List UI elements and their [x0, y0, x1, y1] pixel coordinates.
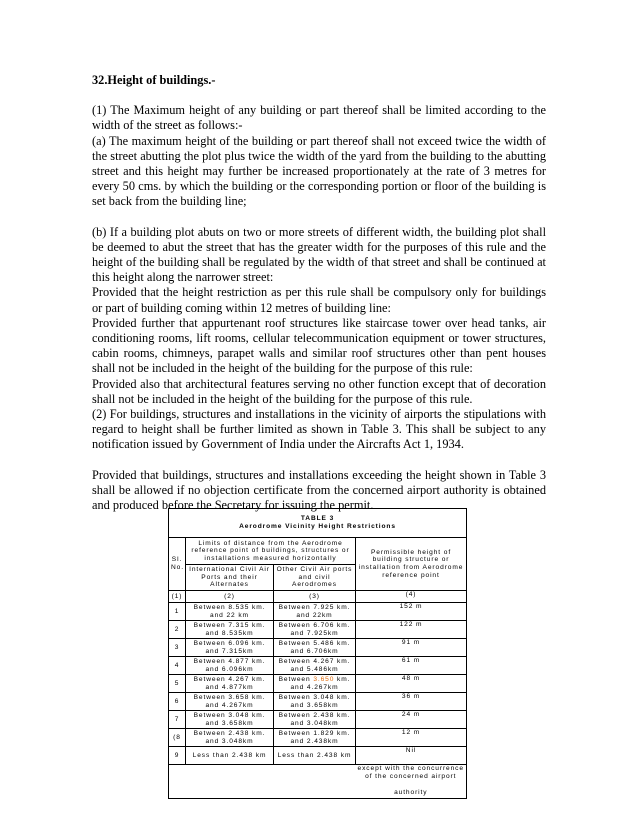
- highlighted-value: 3.650: [313, 675, 335, 683]
- cell-intl: Between 7.315 km. and 8.535km: [186, 621, 274, 639]
- cell-intl: Between 2.438 km. and 3.048km: [186, 729, 274, 747]
- cell-intl: Between 3.048 km. and 3.658km: [186, 711, 274, 729]
- cell-other: Between 7.925 km. and 22km: [274, 603, 356, 621]
- col-number-4: (4): [356, 591, 467, 603]
- table-row: [169, 711, 467, 729]
- cell-intl: Between 8.535 km. and 22 km: [186, 603, 274, 621]
- table-footnote: except with the concurrence of the concerned airport authority: [356, 765, 467, 799]
- section-heading: 32.Height of buildings.-: [92, 73, 216, 87]
- cell-sl: 7: [169, 711, 186, 729]
- proviso-2: Provided further that appurtenant roof structures like staircase tower over head tanks, air conditioning rooms, lift rooms, cellular telecommunication equipment or tower structures, cabin rooms, chimneys, parapet walls and similar roof structures other than pent houses shall not be included in the height of the building for the purpose of this rule:: [92, 315, 546, 376]
- cell-sl: (8: [169, 729, 186, 747]
- cell-sl: 1: [169, 603, 186, 621]
- cell-sl: 4: [169, 657, 186, 675]
- table-row: [169, 657, 467, 675]
- cell-height: Nil: [356, 747, 467, 765]
- table-row: [169, 639, 467, 657]
- cell-other: Between 6.706 km. and 7.925km: [274, 621, 356, 639]
- cell-other: Less than 2.438 km: [274, 747, 356, 765]
- table-row: [169, 693, 467, 711]
- cell-other: Between 1.829 km. and 2.438km: [274, 729, 356, 747]
- cell-height: 12 m: [356, 729, 467, 747]
- cell-other: Between 3.650 km. and 4.267km: [274, 675, 356, 693]
- cell-height: 122 m: [356, 621, 467, 639]
- table-row: [169, 675, 467, 693]
- table-3: [168, 508, 466, 799]
- cell-height: 36 m: [356, 693, 467, 711]
- col-number-1: (1): [169, 591, 186, 603]
- cell-sl: 9: [169, 747, 186, 765]
- cell-intl: Less than 2.438 km: [186, 747, 274, 765]
- cell-sl: 2: [169, 621, 186, 639]
- proviso-4: Provided that buildings, structures and installations exceeding the height shown in Table 3 shall be allowed if no objection certificate from the concerned airport authority is obtained and produced before the Secretary for issuing the permit.: [92, 467, 546, 513]
- paragraph-1: (1) The Maximum height of any building or part thereof shall be limited according to the width of the street as follows:-: [92, 103, 546, 133]
- cell-other: Between 2.438 km. and 3.048km: [274, 711, 356, 729]
- paragraph-1a: (a) The maximum height of the building or part thereof shall not exceed twice the width of the street abutting the plot plus twice the width of the yard from the building to the abutting street and this height may further be increased proportionately at the rate of 3 metres for every 50 cms. by which the building or the corresponding portion or floor of the building is set back from the building line;: [92, 133, 546, 209]
- paragraph-1b: (b) If a building plot abuts on two or more streets of different width, the building plot shall be deemed to abut the street that has the greater width for the purposes of this rule and the height of the building shall be regulated by the width of that street and shall be continued at this height along the narrower street:: [92, 224, 546, 285]
- header-sl-no: Sl. No.: [169, 538, 186, 591]
- cell-other: Between 4.267 km. and 5.486km: [274, 657, 356, 675]
- cell-height: 24 m: [356, 711, 467, 729]
- cell-intl: Between 4.267 km. and 4.877km: [186, 675, 274, 693]
- proviso-3: Provided also that architectural features serving no other function except that of decoration shall not be included in the height of the building for the purpose of this rule.: [92, 376, 546, 406]
- col-number-2: (2): [186, 591, 274, 603]
- cell-intl: Between 3.658 km. and 4.267km: [186, 693, 274, 711]
- document-body: [92, 73, 546, 513]
- table-row: [169, 603, 467, 621]
- header-other: Other Civil Air ports and civil Aerodromes: [274, 565, 356, 591]
- cell-intl: Between 6.096 km. and 7.315km: [186, 639, 274, 657]
- cell-height: 91 m: [356, 639, 467, 657]
- header-limits: Limits of distance from the Aerodrome reference point of buildings, structures or installations measured horizontally: [186, 538, 356, 565]
- cell-sl: 3: [169, 639, 186, 657]
- cell-height: 61 m: [356, 657, 467, 675]
- table-caption: [169, 509, 467, 538]
- cell-height: 48 m: [356, 675, 467, 693]
- header-international: International Civil Air Ports and their Alternates: [186, 565, 274, 591]
- cell-height: 152 m: [356, 603, 467, 621]
- cell-other: Between 5.486 km. and 6.706km: [274, 639, 356, 657]
- table-row: [169, 729, 467, 747]
- cell-sl: 6: [169, 693, 186, 711]
- table-row: [169, 621, 467, 639]
- table-title: TABLE 3: [300, 515, 335, 522]
- cell-other: Between 3.048 km. and 3.658km: [274, 693, 356, 711]
- proviso-1: Provided that the height restriction as per this rule shall be compulsory only for buildings or part of building coming within 12 metres of building line:: [92, 285, 546, 315]
- cell-intl: Between 4.877 km. and 6.096km: [186, 657, 274, 675]
- header-permissible-height: Permissible height of building structure or installation from Aerodrome reference point: [356, 538, 467, 591]
- col-number-3: (3): [274, 591, 356, 603]
- cell-sl: 5: [169, 675, 186, 693]
- table-subtitle: Aerodrome Vicinity Height Restrictions: [239, 523, 396, 530]
- table-row: [169, 747, 467, 765]
- paragraph-2: (2) For buildings, structures and installations in the vicinity of airports the stipulations with regard to height shall be further limited as shown in Table 3. This shall be subject to any notification issued by Government of India under the Aircrafts Act 1, 1934.: [92, 407, 546, 452]
